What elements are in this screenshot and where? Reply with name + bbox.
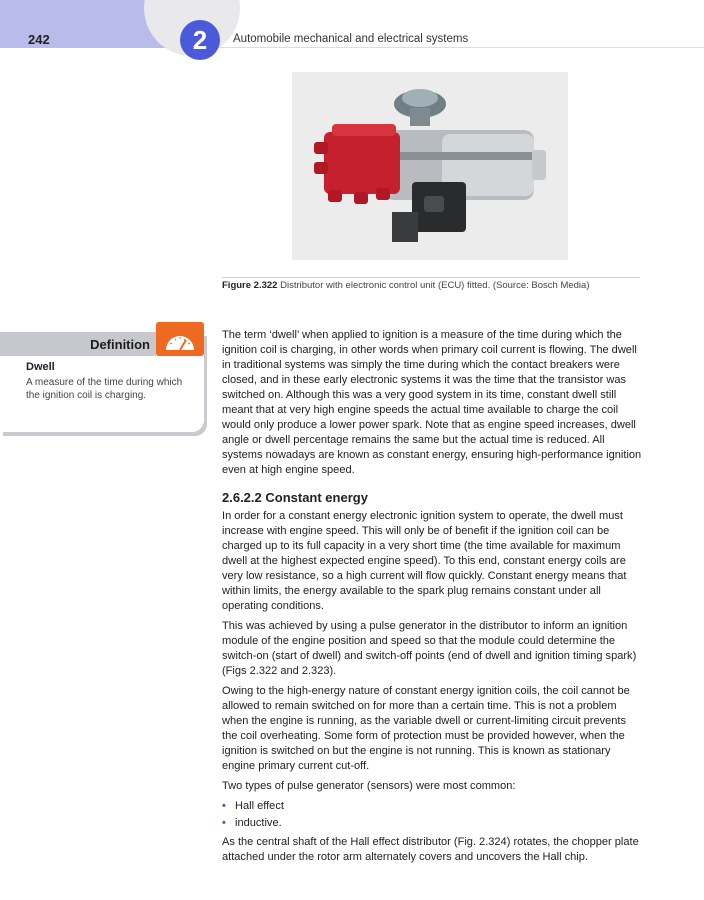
body-paragraph: Owing to the high-energy nature of constant energy ignition coils, the coil cannot be allowed to remain switched on for more than a certain time. This is not a problem when the engine is running, as the variable dwell or current-limiting circuit prevents the coil overheating. Some form of protection must be provided however, when the ignition is switched on but the engine is not running. This is known as stationary engine primary current cut-off. [222,685,630,772]
body-paragraph: The term ‘dwell’ when applied to ignition is a measure of the time during which the ignition coil is charging, in other words when primary coil current is flowing. The dwell in traditional systems was simply the time during which the contact breakers were closed, and in these early electronic systems it was the time that the transistor was switched on. Although this was a very good system in its time, constant dwell still meant that at very high engine speeds the actual time available to charge the coil would only produce a lower power spark. Note that as engine speed increases, dwell angle or dwell percentage remains the same but the actual time is reduced. All systems nowadays are known as constant energy, ensuring high-performance ignition even at high engine speed. [222,329,642,476]
figure-caption [222,280,642,291]
list-item-text: inductive. [235,817,282,829]
bullet-list [222,799,642,831]
body-text-column [222,328,642,870]
definition-term: Dwell [26,361,55,373]
body-paragraph: In order for a constant energy electronic ignition system to operate, the dwell must increase with engine speed. This will only be of benefit if the ignition coil can be charged up to its full capacity in a very short time (the time available for maximum dwell at the highest expected engine speed). To this end, constant energy coils are very low resistance, so a high current will flow quickly. Constant energy means that within limits, the energy available to the spark plug remains constant under all operating conditions. [222,510,627,612]
gauge-icon [156,322,204,356]
figure-rule [222,277,640,278]
figure-label: Figure 2.322 [222,280,278,291]
chapter-badge: 2 [180,20,220,60]
definition-title-bar [0,332,156,356]
list-item-text: Hall effect [235,800,284,812]
bullet-icon: • [222,800,226,812]
figure-caption-text: Distributor with electronic control unit (ECU) fitted. (Source: Bosch Media) [280,280,590,291]
list-item [222,816,642,831]
header-rule [190,47,704,48]
distributor-photo [292,72,568,260]
bullet-icon: • [222,817,226,829]
running-title: Automobile mechanical and electrical systems [233,33,469,45]
definition-text: A measure of the time during which the ignition coil is charging. [26,377,183,401]
body-paragraph: As the central shaft of the Hall effect distributor (Fig. 2.324) rotates, the chopper plate attached under the rotor arm alternately covers and uncovers the Hall chip. [222,836,639,863]
definition-title: Definition [90,337,150,352]
body-paragraph: Two types of pulse generator (sensors) were most common: [222,780,516,792]
list-item [222,799,642,814]
definition-box [0,332,204,432]
page-header [0,0,704,55]
page-number: 242 [28,32,50,47]
section-heading: 2.6.2.2 Constant energy [222,490,368,505]
body-paragraph: This was achieved by using a pulse generator in the distributor to inform an ignition module of the engine position and speed so that the module could determine the switch-on (start of dwell) and switch-off points (end of dwell and ignition timing spark) (Figs 2.322 and 2.323). [222,620,637,677]
